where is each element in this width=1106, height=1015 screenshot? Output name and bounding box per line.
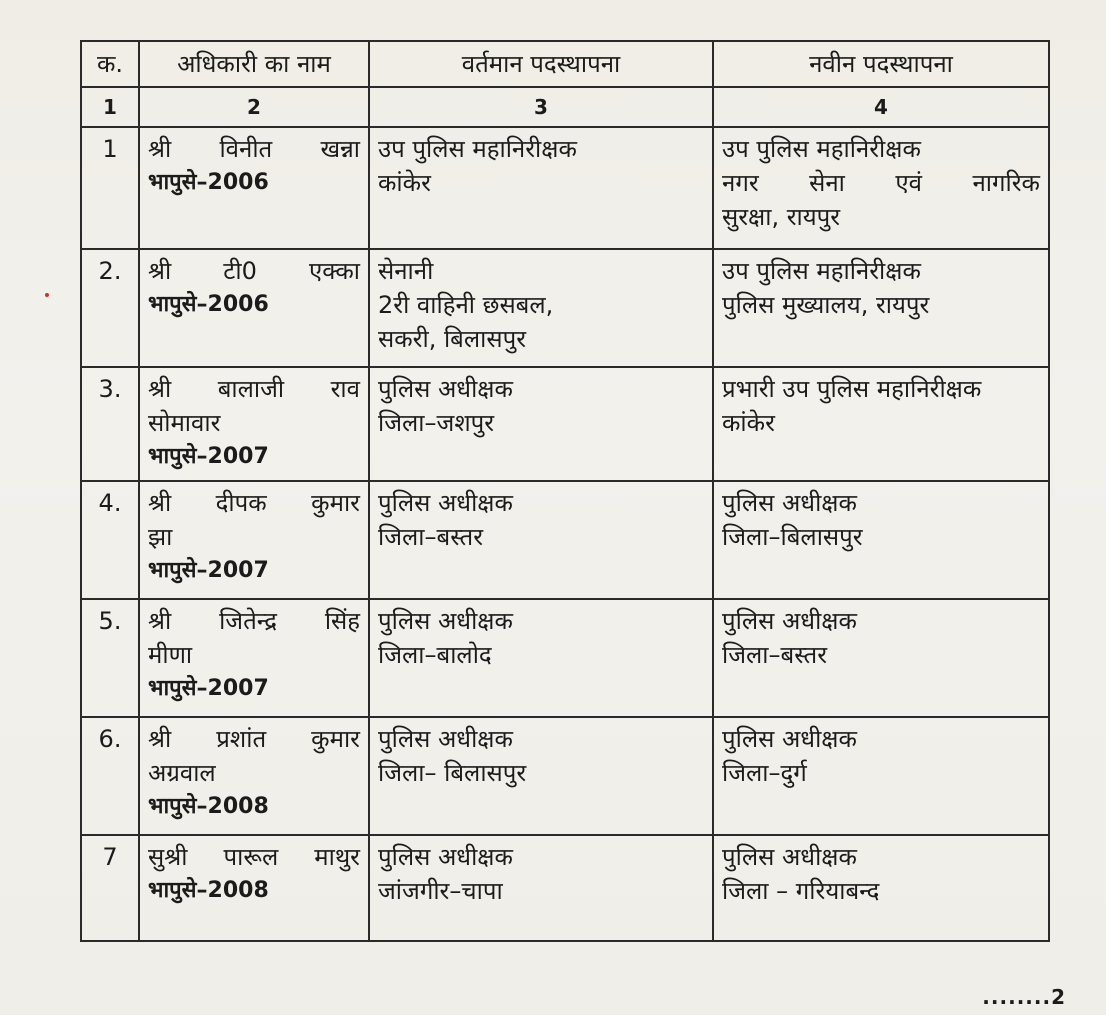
new-posting-line: पुलिस मुख्यालय, रायपुर bbox=[722, 291, 930, 319]
officer-name: श्री प्रशांत कुमार bbox=[148, 725, 360, 753]
current-posting-line: उप पुलिस महानिरीक्षक bbox=[378, 135, 577, 163]
officer-batch: भापुसे–2008 bbox=[148, 794, 269, 819]
new-posting-line: जिला–दुर्ग bbox=[722, 759, 807, 787]
new-posting-cell bbox=[713, 835, 1049, 941]
new-posting-line: जिला–बस्तर bbox=[722, 641, 828, 669]
column-number: 2 bbox=[139, 87, 369, 127]
serial-number: 1 bbox=[81, 127, 139, 249]
table-row bbox=[81, 249, 1049, 367]
officer-batch: भापुसे–2007 bbox=[148, 676, 269, 701]
current-posting-line: कांकेर bbox=[378, 169, 431, 197]
table-row bbox=[81, 835, 1049, 941]
header-serial: क. bbox=[81, 41, 139, 87]
header-officer-name: अधिकारी का नाम bbox=[139, 41, 369, 87]
current-posting-line: पुलिस अधीक्षक bbox=[378, 489, 513, 517]
current-posting-line: पुलिस अधीक्षक bbox=[378, 725, 513, 753]
officer-name-cell bbox=[139, 367, 369, 481]
officer-name: अग्रवाल bbox=[148, 759, 216, 787]
serial-number: 7 bbox=[81, 835, 139, 941]
serial-number: 3. bbox=[81, 367, 139, 481]
new-posting-line: प्रभारी उप पुलिस महानिरीक्षक bbox=[722, 375, 982, 403]
current-posting-cell bbox=[369, 127, 713, 249]
header-new-posting: नवीन पदस्थापना bbox=[713, 41, 1049, 87]
current-posting-cell bbox=[369, 717, 713, 835]
new-posting-line: पुलिस अधीक्षक bbox=[722, 607, 857, 635]
current-posting-cell bbox=[369, 249, 713, 367]
officer-batch: भापुसे–2007 bbox=[148, 558, 269, 583]
column-number-row bbox=[81, 87, 1049, 127]
current-posting-line: पुलिस अधीक्षक bbox=[378, 375, 513, 403]
serial-number: 6. bbox=[81, 717, 139, 835]
new-posting-cell bbox=[713, 717, 1049, 835]
current-posting-line: जिला–बालोद bbox=[378, 641, 492, 669]
officer-name: मीणा bbox=[148, 641, 193, 669]
new-posting-line: उप पुलिस महानिरीक्षक bbox=[722, 135, 921, 163]
new-posting-line: कांकेर bbox=[722, 409, 775, 437]
column-number: 1 bbox=[81, 87, 139, 127]
current-posting-cell bbox=[369, 599, 713, 717]
new-posting-line: पुलिस अधीक्षक bbox=[722, 489, 857, 517]
current-posting-line: 2री वाहिनी छसबल, bbox=[378, 291, 554, 319]
new-posting-line: पुलिस अधीक्षक bbox=[722, 843, 857, 871]
new-posting-cell bbox=[713, 249, 1049, 367]
table-header-row bbox=[81, 41, 1049, 87]
page-continuation-marker: ........2 bbox=[982, 985, 1066, 1009]
officer-name: सोमावार bbox=[148, 409, 221, 437]
officer-name: सुश्री पारूल माथुर bbox=[148, 843, 360, 871]
current-posting-line: जिला–जशपुर bbox=[378, 409, 495, 437]
current-posting-line: पुलिस अधीक्षक bbox=[378, 843, 513, 871]
officer-batch: भापुसे–2008 bbox=[148, 878, 269, 903]
new-posting-line: नगर सेना एवं नागरिक bbox=[722, 169, 1040, 197]
new-posting-cell bbox=[713, 127, 1049, 249]
current-posting-line: जिला– बिलासपुर bbox=[378, 759, 527, 787]
officer-batch: भापुसे–2006 bbox=[148, 170, 269, 195]
table-row bbox=[81, 717, 1049, 835]
current-posting-line: जांजगीर–चापा bbox=[378, 877, 503, 905]
table-row bbox=[81, 127, 1049, 249]
new-posting-cell bbox=[713, 367, 1049, 481]
officer-name-cell bbox=[139, 127, 369, 249]
officer-name: श्री टी0 एक्का bbox=[148, 257, 360, 285]
officer-name: श्री जितेन्द्र सिंह bbox=[148, 607, 360, 635]
current-posting-line: पुलिस अधीक्षक bbox=[378, 607, 513, 635]
current-posting-line: सेनानी bbox=[378, 257, 434, 285]
current-posting-line: जिला–बस्तर bbox=[378, 523, 484, 551]
officer-name-cell bbox=[139, 481, 369, 599]
current-posting-cell bbox=[369, 367, 713, 481]
stray-ink-dot bbox=[45, 293, 49, 297]
new-posting-line: जिला–बिलासपुर bbox=[722, 523, 863, 551]
current-posting-cell bbox=[369, 481, 713, 599]
current-posting-line: सकरी, बिलासपुर bbox=[378, 325, 527, 353]
officer-name-cell bbox=[139, 599, 369, 717]
posting-table bbox=[80, 40, 1050, 942]
column-number: 4 bbox=[713, 87, 1049, 127]
officer-name-cell bbox=[139, 717, 369, 835]
officer-name: श्री विनीत खन्ना bbox=[148, 135, 360, 163]
officer-batch: भापुसे–2007 bbox=[148, 444, 269, 469]
serial-number: 5. bbox=[81, 599, 139, 717]
new-posting-line: सुरक्षा, रायपुर bbox=[722, 203, 841, 231]
officer-name: झा bbox=[148, 523, 173, 551]
officer-name-cell bbox=[139, 249, 369, 367]
new-posting-cell bbox=[713, 599, 1049, 717]
new-posting-line: उप पुलिस महानिरीक्षक bbox=[722, 257, 921, 285]
current-posting-cell bbox=[369, 835, 713, 941]
serial-number: 2. bbox=[81, 249, 139, 367]
officer-batch: भापुसे–2006 bbox=[148, 292, 269, 317]
table-row bbox=[81, 481, 1049, 599]
serial-number: 4. bbox=[81, 481, 139, 599]
officer-name-cell bbox=[139, 835, 369, 941]
table-row bbox=[81, 599, 1049, 717]
new-posting-cell bbox=[713, 481, 1049, 599]
new-posting-line: जिला – गरियाबन्द bbox=[722, 877, 880, 905]
new-posting-line: पुलिस अधीक्षक bbox=[722, 725, 857, 753]
header-current-posting: वर्तमान पदस्थापना bbox=[369, 41, 713, 87]
table-row bbox=[81, 367, 1049, 481]
officer-name: श्री बालाजी राव bbox=[148, 375, 360, 403]
officer-name: श्री दीपक कुमार bbox=[148, 489, 360, 517]
column-number: 3 bbox=[369, 87, 713, 127]
